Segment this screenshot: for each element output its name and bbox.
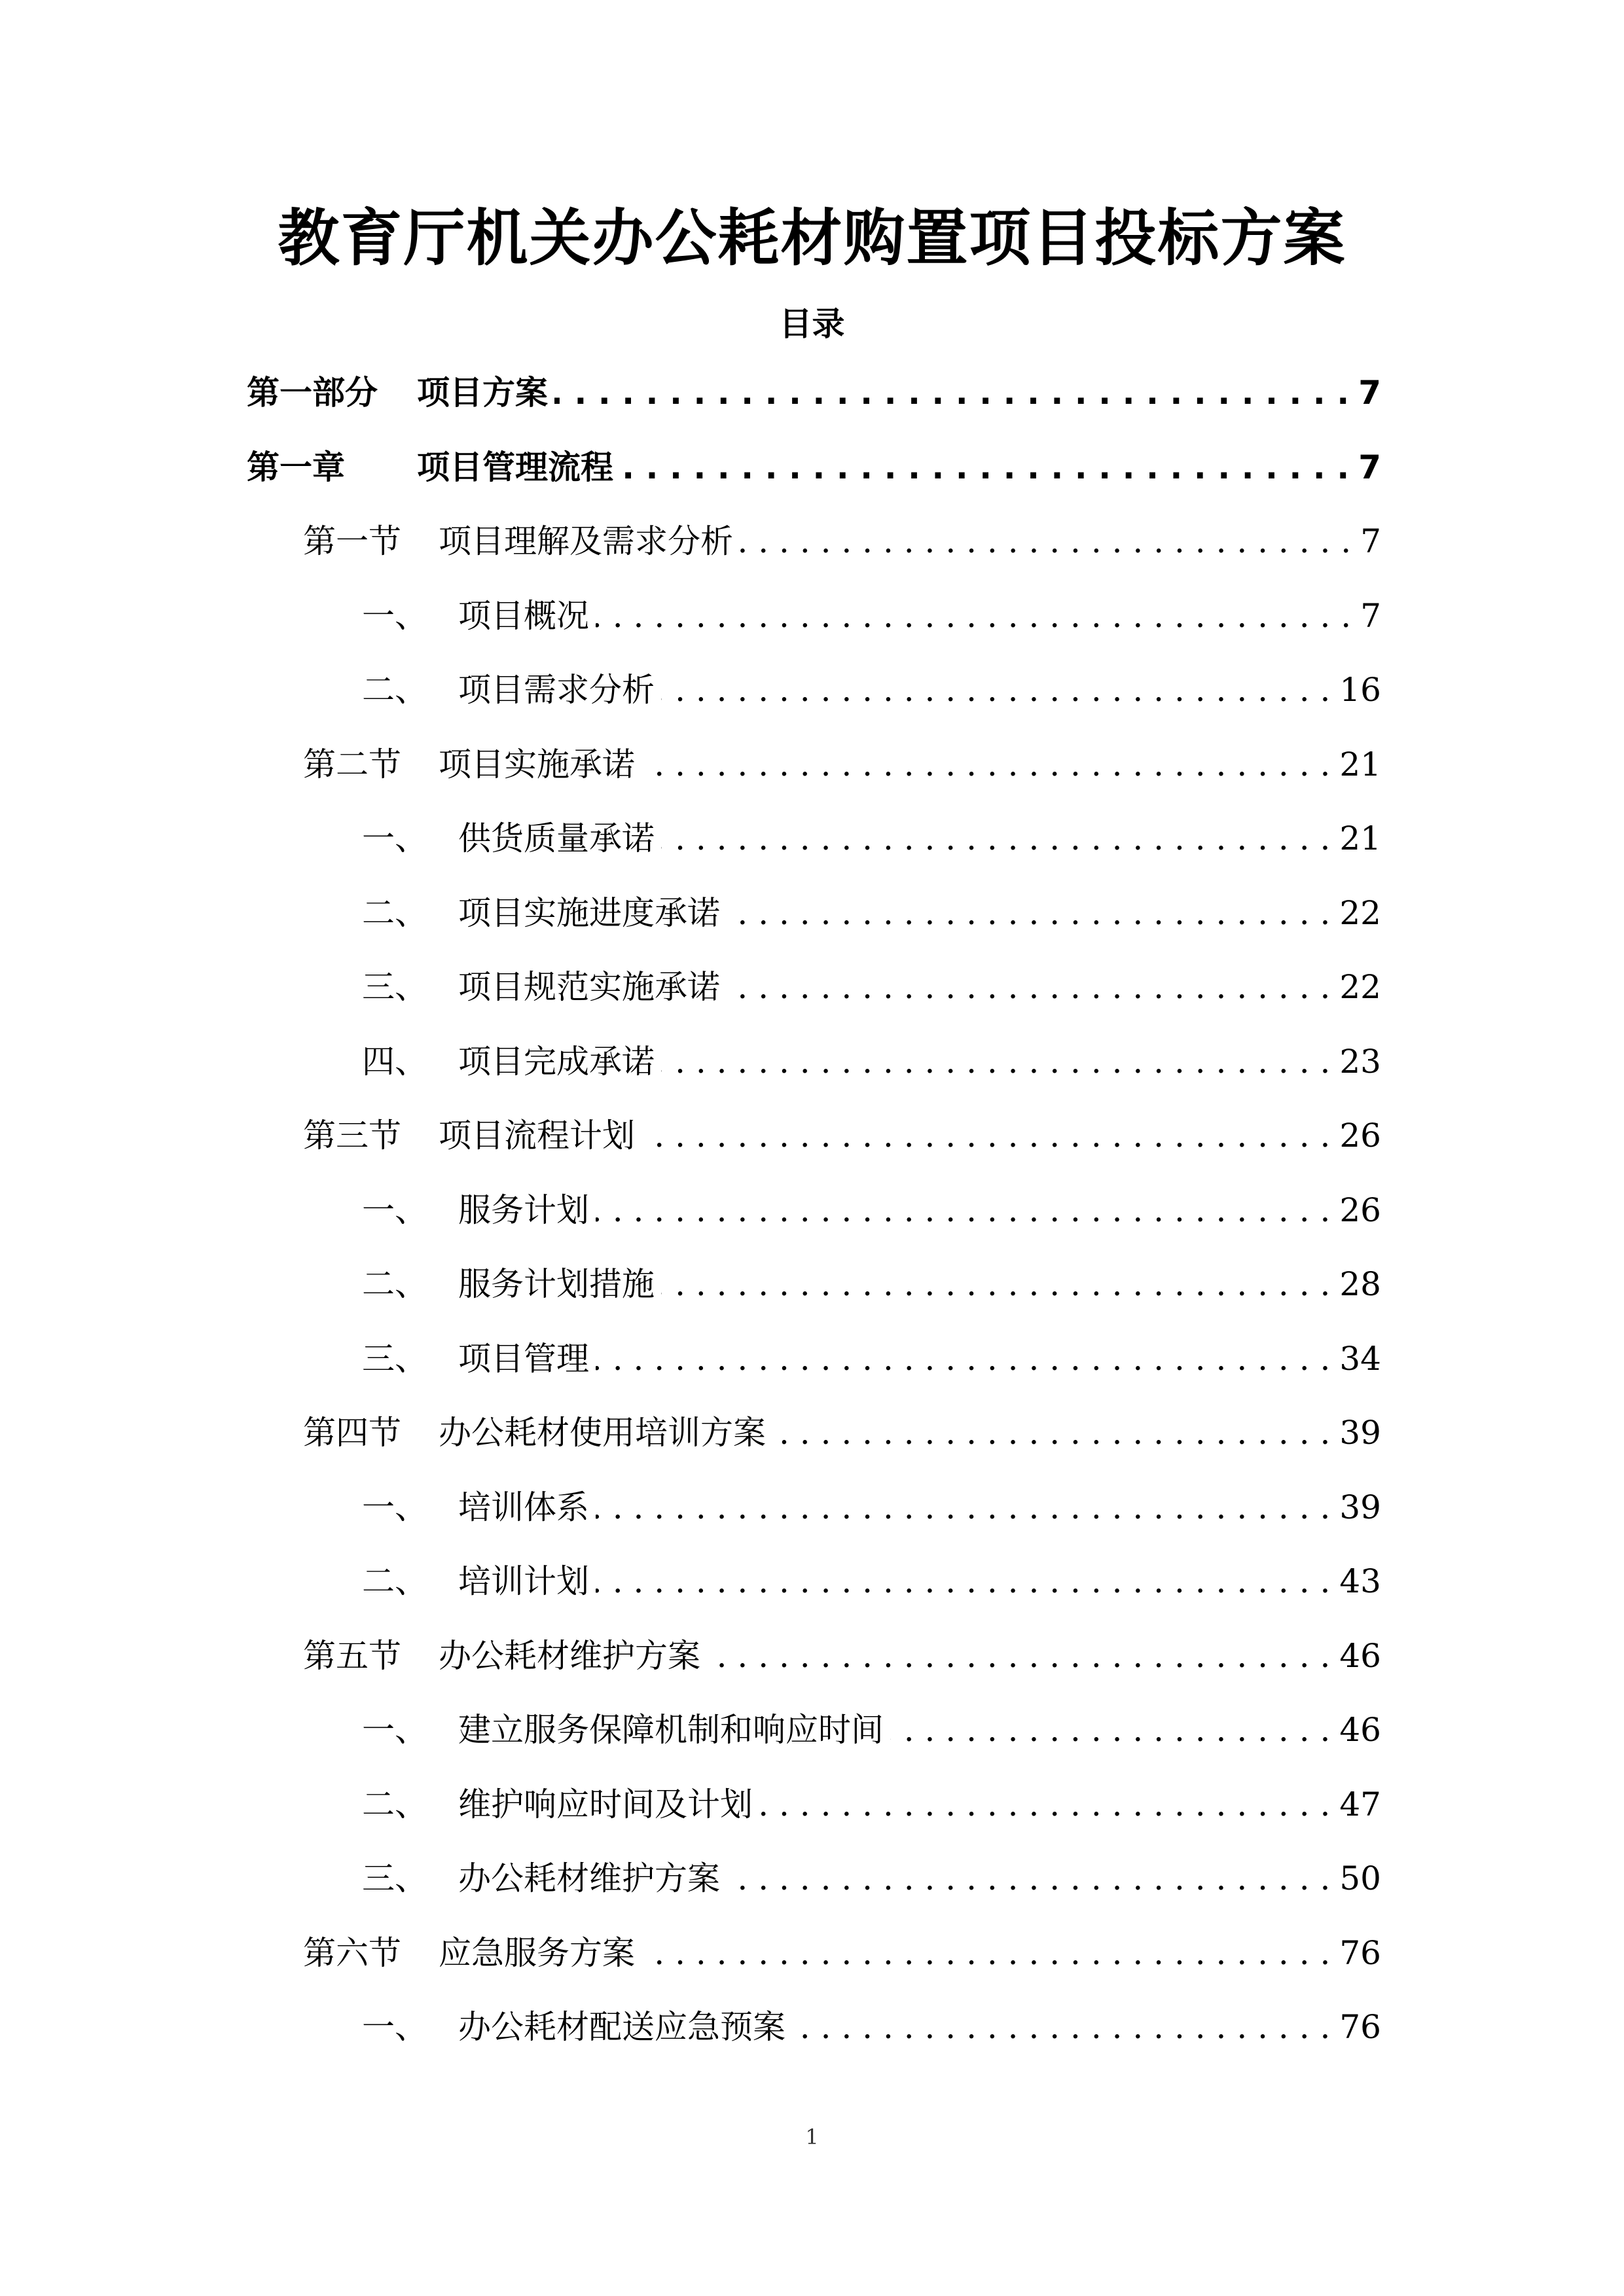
toc-entry-label: 项目管理流程	[417, 448, 613, 486]
toc-entry-number: 一、	[362, 597, 427, 635]
toc-entry-label: 办公耗材使用培训方案	[439, 1414, 766, 1452]
toc-entry[interactable]	[362, 1035, 1381, 1088]
toc-entry-number: 第五节	[303, 1637, 401, 1675]
toc-dot-leader	[792, 2001, 1330, 2053]
toc-entry-number: 第六节	[303, 1934, 401, 1972]
toc-dot-leader	[596, 1333, 1330, 1385]
page-number: 1	[805, 2125, 819, 2149]
toc-entry-label: 办公耗材维护方案	[439, 1637, 700, 1675]
toc-dot-leader	[727, 961, 1330, 1013]
toc-entry-number: 二、	[362, 671, 427, 709]
toc-dot-leader	[661, 664, 1330, 716]
toc-entry-number: 二、	[362, 1562, 427, 1600]
toc-entry-page: 76	[1339, 2008, 1381, 2046]
toc-entry-page: 28	[1339, 1265, 1381, 1303]
toc-dot-leader	[596, 590, 1351, 642]
toc-dot-leader	[772, 1407, 1330, 1459]
toc-entry[interactable]	[362, 1555, 1381, 1607]
toc-entry-page: 76	[1339, 1934, 1381, 1972]
toc-entry-label: 项目需求分析	[458, 671, 655, 709]
toc-entry-label: 项目概况	[458, 597, 589, 635]
toc-entry[interactable]	[362, 1481, 1381, 1534]
toc-entry[interactable]	[362, 2001, 1381, 2053]
toc-entry[interactable]	[247, 441, 1381, 493]
toc-entry-number: 第四节	[303, 1414, 401, 1452]
toc-entry[interactable]	[362, 1184, 1381, 1236]
toc-dot-leader	[641, 1927, 1330, 1979]
toc-dot-leader	[661, 1035, 1330, 1088]
toc-dot-leader	[641, 1109, 1330, 1162]
toc-entry[interactable]	[247, 367, 1381, 419]
toc-dot-leader	[740, 515, 1351, 567]
toc-entry-page: 26	[1339, 1117, 1381, 1155]
toc-entry-label: 应急服务方案	[439, 1934, 635, 1972]
toc-entry-page: 46	[1339, 1637, 1381, 1675]
toc-entry-number: 一、	[362, 1488, 427, 1526]
toc-entry-label: 项目完成承诺	[458, 1043, 655, 1081]
toc-entry-page: 43	[1339, 1562, 1381, 1600]
toc-entry[interactable]	[362, 1258, 1381, 1310]
toc-entry[interactable]	[303, 1927, 1381, 1979]
toc-dot-leader	[554, 367, 1349, 419]
toc-entry[interactable]	[362, 590, 1381, 642]
toc-entry-label: 供货质量承诺	[458, 819, 655, 857]
toc-entry-page: 7	[1360, 522, 1381, 560]
toc-entry-number: 二、	[362, 1785, 427, 1823]
toc-entry[interactable]	[362, 1704, 1381, 1756]
toc-entry-label: 项目管理	[458, 1340, 589, 1378]
toc-entry-page: 23	[1339, 1043, 1381, 1081]
toc-entry-label: 项目理解及需求分析	[439, 522, 733, 560]
toc-entry[interactable]	[362, 887, 1381, 939]
toc-entry-page: 22	[1339, 894, 1381, 932]
toc-entry-number: 一、	[362, 819, 427, 857]
toc-entry[interactable]	[303, 1630, 1381, 1682]
toc-entry-page: 7	[1358, 374, 1381, 412]
toc-entry-number: 二、	[362, 1265, 427, 1303]
toc-entry-page: 16	[1339, 671, 1381, 709]
toc-entry[interactable]	[362, 961, 1381, 1013]
toc-entry-page: 7	[1360, 597, 1381, 635]
document-title: 教育厅机关办公耗材购置项目投标方案	[278, 203, 1346, 274]
toc-entry-number: 第三节	[303, 1117, 401, 1155]
toc-entry-page: 34	[1339, 1340, 1381, 1378]
toc-dot-leader	[596, 1184, 1330, 1236]
toc-entry-page: 39	[1339, 1414, 1381, 1452]
toc-entry-number: 一、	[362, 2008, 427, 2046]
toc-entry-number: 一、	[362, 1191, 427, 1229]
toc-entry-number: 第一章	[247, 448, 345, 486]
toc-entry-number: 第二节	[303, 745, 401, 783]
toc-entry-label: 办公耗材配送应急预案	[458, 2008, 785, 2046]
toc-entry-number: 三、	[362, 1859, 427, 1897]
toc-dot-leader	[620, 441, 1349, 493]
toc-dot-leader	[727, 887, 1330, 939]
toc-entry[interactable]	[362, 1852, 1381, 1905]
toc-entry-number: 三、	[362, 1340, 427, 1378]
toc-dot-leader	[759, 1778, 1330, 1831]
toc-entry-label: 培训体系	[458, 1488, 589, 1526]
toc-entry-number: 二、	[362, 894, 427, 932]
toc-dot-leader	[596, 1555, 1330, 1607]
toc-entry-label: 项目方案	[417, 374, 548, 412]
toc-entry-page: 46	[1339, 1711, 1381, 1749]
toc-entry-label: 培训计划	[458, 1562, 589, 1600]
toc-entry-page: 26	[1339, 1191, 1381, 1229]
toc-entry-label: 项目流程计划	[439, 1117, 635, 1155]
toc-entry-label: 维护响应时间及计划	[458, 1785, 753, 1823]
toc-entry[interactable]	[362, 1778, 1381, 1831]
toc-dot-leader	[596, 1481, 1330, 1534]
toc-entry-label: 办公耗材维护方案	[458, 1859, 720, 1897]
toc-entry-page: 47	[1339, 1785, 1381, 1823]
toc-dot-leader	[661, 812, 1330, 865]
toc-dot-leader	[661, 1258, 1330, 1310]
toc-entry-label: 建立服务保障机制和响应时间	[458, 1711, 884, 1749]
toc-entry[interactable]	[362, 664, 1381, 716]
toc-entry-number: 三、	[362, 968, 427, 1006]
toc-entry-page: 39	[1339, 1488, 1381, 1526]
toc-entry-page: 7	[1358, 448, 1381, 486]
toc-entry-page: 22	[1339, 968, 1381, 1006]
toc-entry-label: 项目规范实施承诺	[458, 968, 720, 1006]
toc-entry-label: 项目实施承诺	[439, 745, 635, 783]
toc-entry[interactable]	[362, 812, 1381, 865]
toc-entry-number: 四、	[362, 1043, 427, 1081]
toc-entry-page: 21	[1339, 745, 1381, 783]
toc-entry-number: 第一部分	[247, 374, 378, 412]
toc-dot-leader	[641, 738, 1330, 791]
toc-entry-page: 21	[1339, 819, 1381, 857]
toc-entry[interactable]	[362, 1333, 1381, 1385]
toc-entry-label: 服务计划措施	[458, 1265, 655, 1303]
toc-entry-number: 第一节	[303, 522, 401, 560]
toc-entry-label: 服务计划	[458, 1191, 589, 1229]
toc-entry-number: 一、	[362, 1711, 427, 1749]
toc-heading: 目录	[779, 305, 845, 343]
toc-entry-page: 50	[1339, 1859, 1381, 1897]
toc-entry[interactable]	[303, 1407, 1381, 1459]
toc-dot-leader	[727, 1852, 1330, 1905]
toc-dot-leader	[890, 1704, 1330, 1756]
toc-dot-leader	[707, 1630, 1330, 1682]
toc-entry-label: 项目实施进度承诺	[458, 894, 720, 932]
toc-entry[interactable]	[303, 1109, 1381, 1162]
toc-entry[interactable]	[303, 515, 1381, 567]
toc-entry[interactable]	[303, 738, 1381, 791]
